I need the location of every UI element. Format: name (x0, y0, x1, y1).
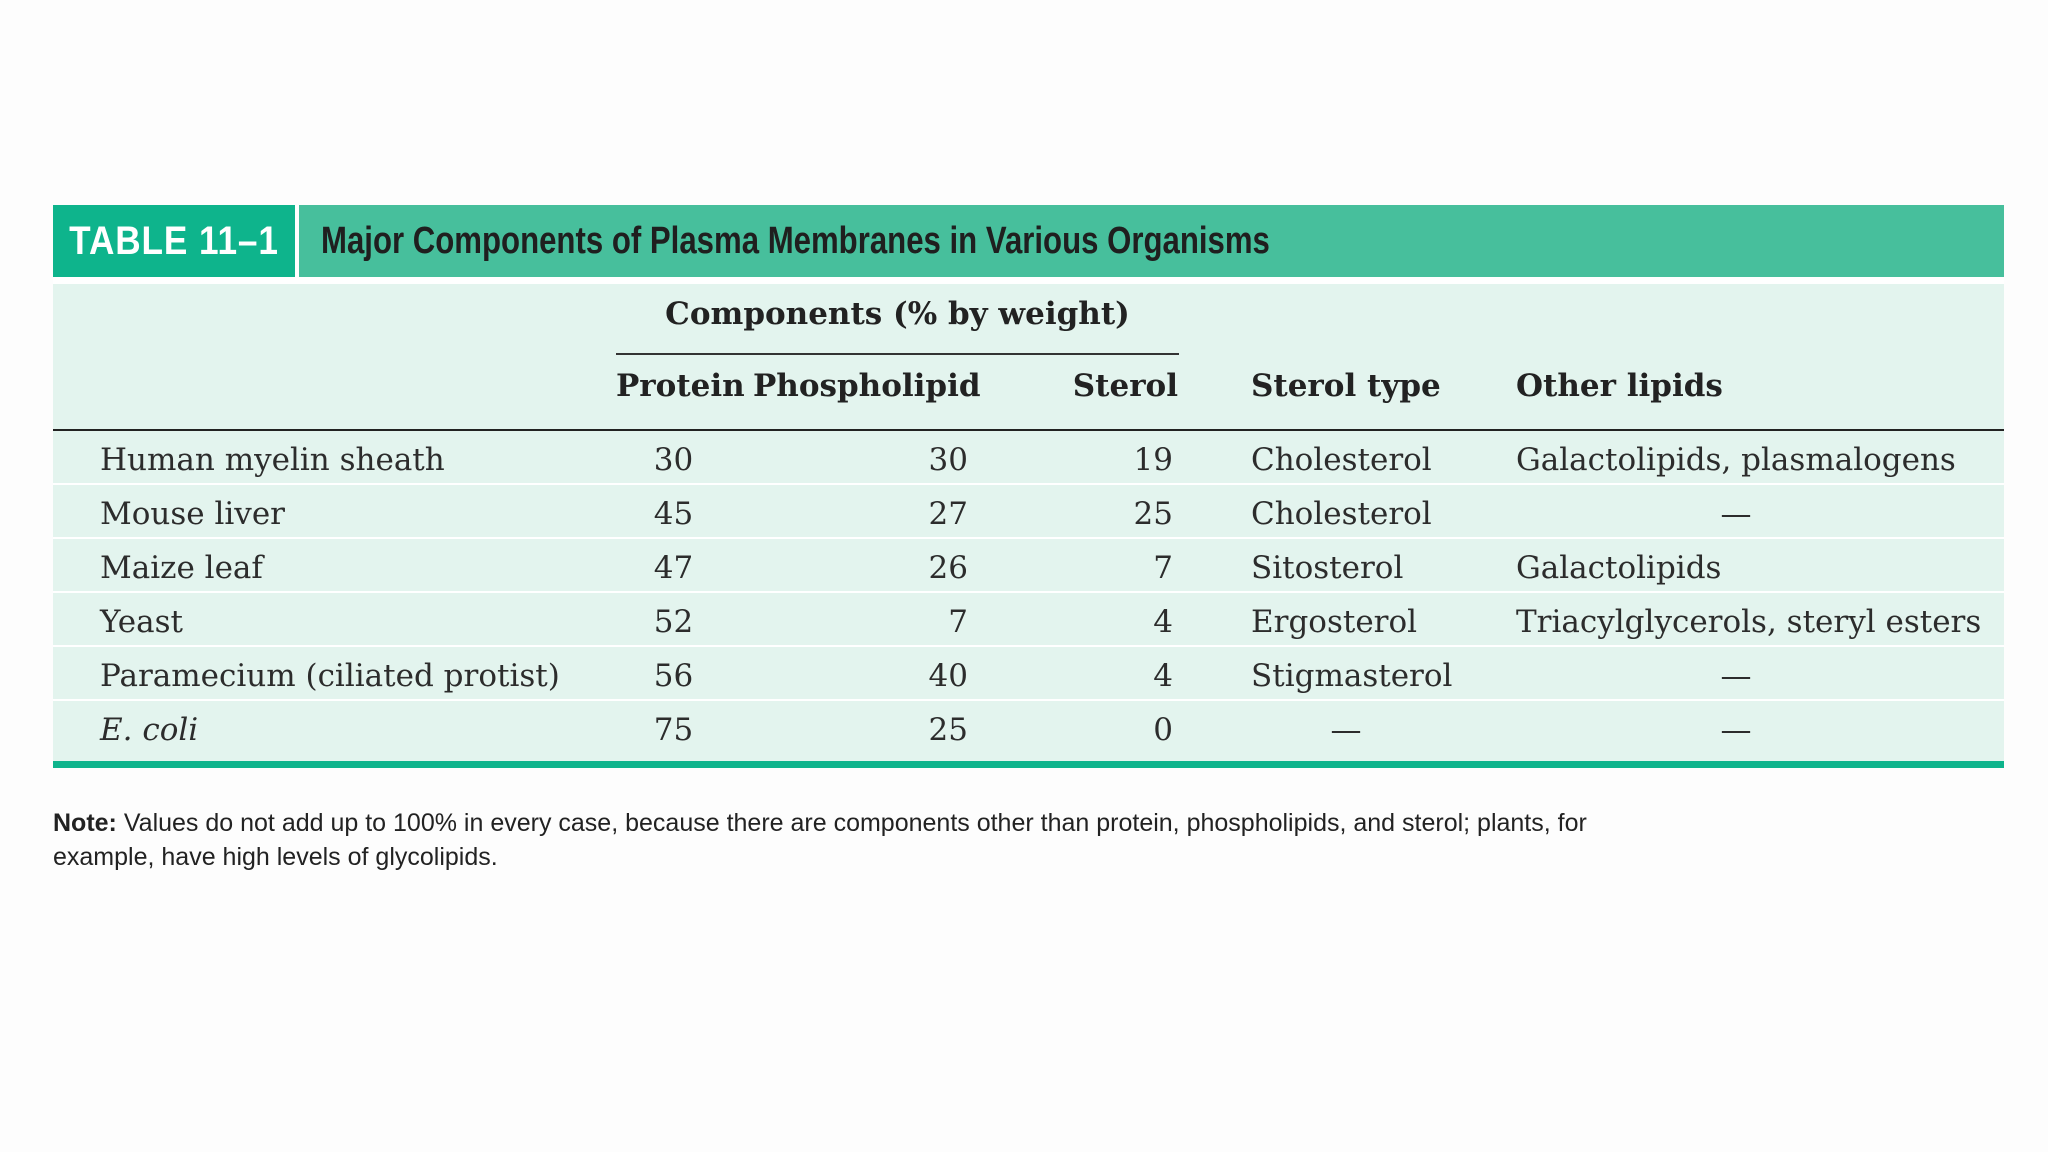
data-table (53, 205, 2004, 768)
cell-phospholipid: 30 (928, 442, 968, 478)
cell-other-lipids: — (1720, 658, 1752, 694)
cell-protein: 30 (653, 442, 694, 478)
table-row (53, 647, 2004, 701)
cell-other-lipids: — (1720, 496, 1752, 532)
cell-sterol: 25 (1133, 496, 1173, 532)
cell-phospholipid: 27 (928, 496, 968, 532)
cell-phospholipid: 7 (948, 604, 968, 640)
table-header (53, 284, 2004, 431)
table-bottom-rule (53, 761, 2004, 768)
table-row (53, 593, 2004, 647)
cell-protein: 47 (653, 550, 694, 586)
column-header-protein: Protein (616, 368, 745, 404)
cell-sterol-type: Stigmasterol (1251, 658, 1453, 694)
cell-sterol-type: Cholesterol (1251, 496, 1432, 532)
cell-organism: Maize leaf (100, 550, 263, 586)
cell-other-lipids: Galactolipids (1516, 550, 1722, 586)
group-header-rule (616, 353, 1179, 355)
cell-organism: E. coli (100, 712, 199, 748)
column-header-other-lipids: Other lipids (1516, 368, 1723, 404)
cell-organism: Paramecium (ciliated protist) (100, 658, 560, 694)
column-header-phospholipid: Phospholipid (753, 368, 981, 404)
cell-sterol-type: — (1330, 712, 1362, 748)
cell-organism: Yeast (100, 604, 183, 640)
cell-sterol: 4 (1153, 658, 1173, 694)
table-note (53, 806, 1613, 874)
table-body (53, 284, 2004, 761)
column-header-sterol-type: Sterol type (1251, 368, 1441, 404)
cell-phospholipid: 40 (928, 658, 968, 694)
cell-protein: 75 (653, 712, 694, 748)
cell-organism: Human myelin sheath (100, 442, 445, 478)
cell-protein: 52 (653, 604, 694, 640)
cell-sterol: 19 (1133, 442, 1173, 478)
table-row (53, 539, 2004, 593)
cell-sterol-type: Ergosterol (1251, 604, 1418, 640)
table-number: TABLE 11–1 (53, 205, 295, 277)
table-row (53, 485, 2004, 539)
cell-other-lipids: — (1720, 712, 1752, 748)
cell-organism: Mouse liver (100, 496, 285, 532)
cell-phospholipid: 25 (928, 712, 968, 748)
cell-sterol-type: Sitosterol (1251, 550, 1404, 586)
group-header-components: Components (% by weight) (665, 296, 1130, 332)
note-text: Values do not add up to 100% in every case, because there are components other than protein, phospholipids, and sterol; plants, for example, have high levels of glycolipids. (53, 809, 1587, 871)
title-gap (53, 277, 2004, 284)
cell-phospholipid: 26 (928, 550, 968, 586)
cell-protein: 56 (653, 658, 694, 694)
note-label: Note: (53, 809, 117, 837)
cell-other-lipids: Galactolipids, plasmalogens (1516, 442, 1956, 478)
table-row (53, 431, 2004, 485)
table-title-text: Major Components of Plasma Membranes in Various Organisms (321, 219, 1270, 262)
table-title (299, 205, 2004, 277)
cell-sterol: 0 (1153, 712, 1173, 748)
table-title-bar (53, 205, 2004, 277)
cell-sterol: 7 (1153, 550, 1173, 586)
cell-other-lipids: Triacylglycerols, steryl esters (1516, 604, 1982, 640)
column-header-sterol: Sterol (1072, 368, 1178, 404)
table-row (53, 701, 2004, 761)
cell-sterol: 4 (1153, 604, 1173, 640)
cell-sterol-type: Cholesterol (1251, 442, 1432, 478)
cell-protein: 45 (653, 496, 694, 532)
